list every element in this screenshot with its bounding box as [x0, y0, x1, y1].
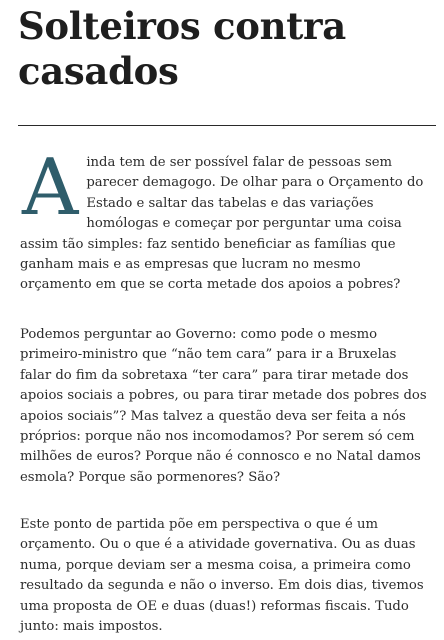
paragraph-3-line: orçamento. Ou o que é a atividade governativa. Ou as duas: [20, 537, 416, 553]
paragraph-3-line: uma proposta de OE e duas (duas!) reformas fiscais. Tudo: [20, 598, 409, 614]
paragraph-1-line: ganham mais e as empresas que lucram no mesmo: [20, 257, 361, 273]
paragraph-2: [20, 325, 440, 488]
paragraph-2-line: apoios sociais a pobres, ou para tirar metade dos pobres dos: [20, 388, 427, 404]
paragraph-2-line: próprios: porque não nos incomodamos? Por serem só cem: [20, 429, 415, 445]
paragraph-2-line: apoios sociais”? Mas talvez a questão deva ser feita a nós: [20, 408, 406, 424]
article-headline: [18, 4, 438, 94]
paragraph-3: [20, 515, 440, 637]
paragraph-3-line: Este ponto de partida põe em perspectiva o que é um: [20, 517, 378, 532]
paragraph-1-line: inda tem de ser possível falar de pessoas sem: [86, 155, 393, 170]
paragraph-1-line: orçamento em que se corta metade dos apoios a pobres?: [20, 277, 401, 293]
paragraph-1-line: homólogas e começar por perguntar uma coisa: [86, 216, 402, 232]
headline-line-2: casados: [18, 49, 179, 93]
drop-cap: A: [22, 143, 79, 233]
paragraph-2-line: Podemos perguntar ao Governo: como pode o mesmo: [20, 327, 378, 342]
paragraph-3-line: resultado da segunda e não o inverso. Em dois dias, tivemos: [20, 578, 424, 594]
paragraph-2-line: falar do fim da sobretaxa “ter cara” para tirar metade dos: [20, 367, 409, 383]
paragraph-2-line: primeiro-ministro que “não tem cara” para ir a Bruxelas: [20, 347, 397, 363]
paragraph-1-line: Estado e saltar das tabelas e das variações: [86, 195, 374, 211]
paragraph-1: [20, 143, 440, 296]
paragraph-3-line: junto: mais impostos.: [20, 619, 163, 635]
paragraph-3-line: numa, porque deviam ser a mesma coisa, a primeira como: [20, 557, 411, 573]
headline-divider: [18, 125, 436, 126]
headline-line-1: Solteiros contra: [18, 4, 346, 48]
paragraph-1-line: assim tão simples: faz sentido beneficiar as famílias que: [20, 236, 396, 252]
paragraph-2-line: esmola? Porque são pormenores? São?: [20, 469, 281, 485]
paragraph-2-line: milhões de euros? Porque não é connosco e no Natal damos: [20, 449, 421, 465]
paragraph-1-line: parecer demagogo. De olhar para o Orçamento do: [86, 175, 424, 191]
